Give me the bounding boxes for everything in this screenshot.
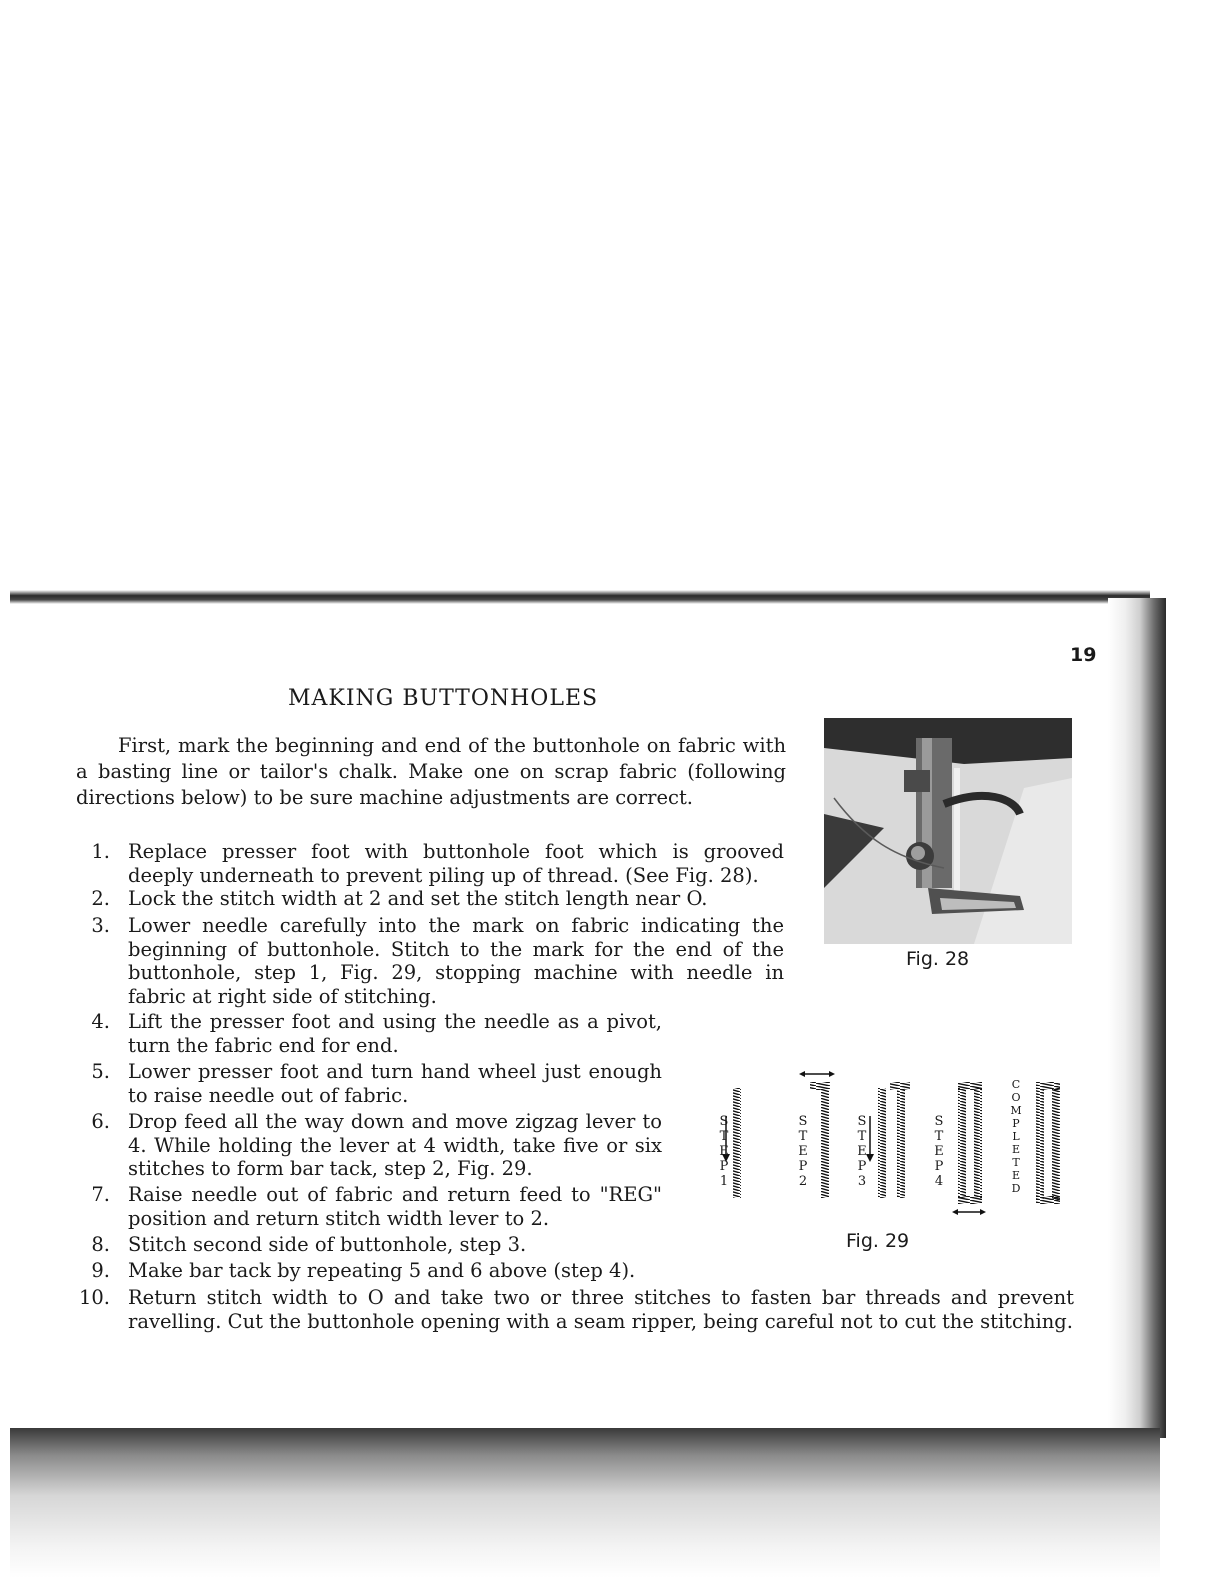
step-number: 10. xyxy=(78,1286,110,1309)
fig29-step-label: C O M P L E T E D xyxy=(1010,1078,1022,1195)
fig29-step-label: S T E P 2 xyxy=(798,1114,808,1189)
step-number: 7. xyxy=(91,1183,110,1206)
fig29-caption: Fig. 29 xyxy=(846,1230,910,1252)
step-text: Lower presser foot and turn hand wheel just enough to raise needle out of fabric. xyxy=(128,1060,662,1107)
step-text: Stitch second side of buttonhole, step 3. xyxy=(128,1233,527,1256)
intro-paragraph: First, mark the beginning and end of the buttonhole on fabric with a basting line or tailor's chalk. Make one on scrap fabric (following directions below) to be sure machine adjustments are correct. xyxy=(76,734,786,809)
scan-page-bottom-edge xyxy=(10,1428,1160,1578)
fig29-buttonhole-steps xyxy=(690,1062,1090,1222)
fig29-diagram xyxy=(690,1062,1090,1222)
fig29-completed-mark xyxy=(1036,1082,1060,1204)
step-text: Return stitch width to O and take two or three stitches to fasten bar threads and prevent ravelling. Cut the buttonhole opening with a seam ripper, being careful not to cut the stitching. xyxy=(128,1286,1074,1333)
fig28-caption: Fig. 28 xyxy=(906,948,970,970)
page-title: MAKING BUTTONHOLES xyxy=(288,686,599,711)
fig29-step-label: S T E P 4 xyxy=(934,1114,944,1189)
scan-book-spine-edge xyxy=(1108,598,1166,1438)
fig28-illustration xyxy=(824,718,1072,944)
step-text: Raise needle out of fabric and return feed to "REG" position and return stitch width lever to 2. xyxy=(128,1183,662,1230)
scan-page-top-edge xyxy=(10,590,1150,604)
step-text: Make bar tack by repeating 5 and 6 above (step 4). xyxy=(128,1259,636,1282)
fig29-step3-mark xyxy=(866,1082,910,1198)
step-number: 3. xyxy=(91,914,110,937)
fig29-step4-mark xyxy=(952,1082,986,1215)
step-number: 8. xyxy=(91,1233,110,1256)
fig29-step-label: S T E P 3 xyxy=(857,1114,867,1189)
step-number: 1. xyxy=(91,840,110,863)
step-text: Lower needle carefully into the mark on fabric indicating the beginning of buttonhole. Stitch to the mark for the end of the buttonhole, step 1, Fig. 29, stopping machine with needle in fabric at right side of stitching. xyxy=(128,914,784,1008)
step-number: 6. xyxy=(91,1110,110,1133)
step-text: Lift the presser foot and using the needle as a pivot, turn the fabric end for end. xyxy=(128,1010,662,1057)
step-number: 9. xyxy=(91,1259,110,1282)
step-number: 5. xyxy=(91,1060,110,1083)
step-text: Replace presser foot with buttonhole foot which is grooved deeply underneath to prevent piling up of thread. (See Fig. 28). xyxy=(128,840,784,887)
step-text: Lock the stitch width at 2 and set the stitch length near O. xyxy=(128,887,708,910)
page-number: 19 xyxy=(1070,644,1097,666)
step-number: 4. xyxy=(91,1010,110,1033)
step-text: Drop feed all the way down and move zigzag lever to 4. While holding the lever at 4 width, take five or six stitches to form bar tack, step 2, Fig. 29. xyxy=(128,1110,662,1180)
fig29-step-label: S T E P 1 xyxy=(719,1114,729,1189)
step-number: 2. xyxy=(91,887,110,910)
fig28-sewing-machine-photo xyxy=(824,718,1072,944)
